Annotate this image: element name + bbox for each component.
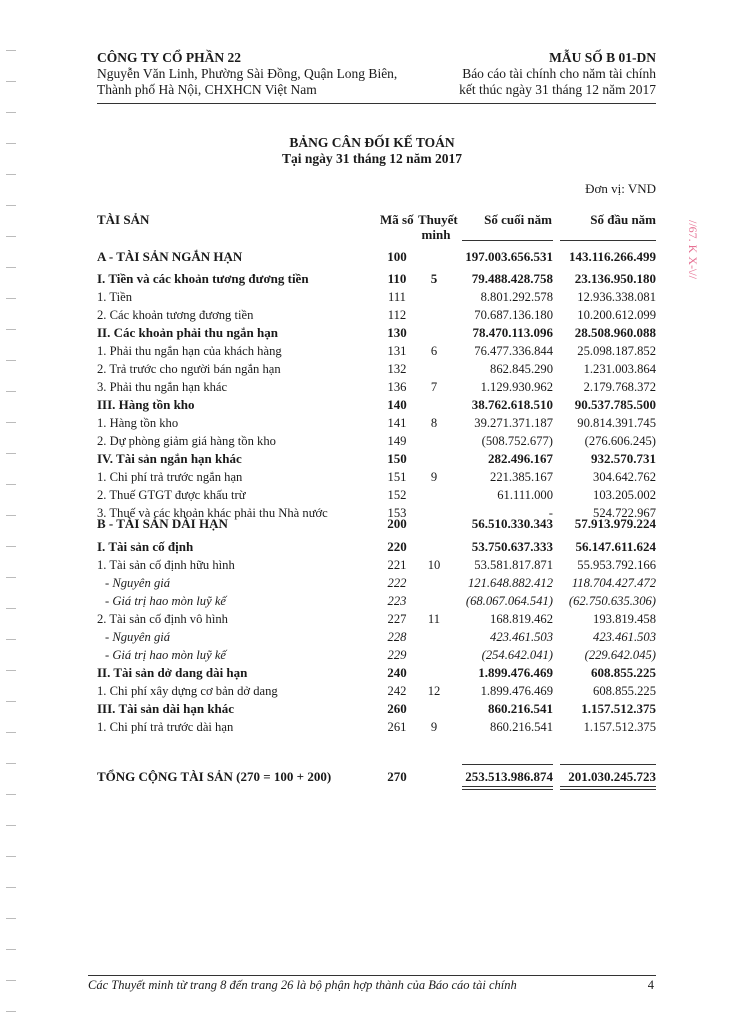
row-end-value: 56.510.330.343 xyxy=(471,516,553,531)
total-double-underline-end xyxy=(462,786,553,790)
row-label: III. Tài sản dài hạn khác xyxy=(97,701,235,716)
scan-edge-marks xyxy=(6,20,16,1020)
col-header-end: Số cuối năm xyxy=(484,212,552,227)
row-end-value: 61.111.000 xyxy=(497,488,553,502)
row-code: 141 xyxy=(387,416,407,430)
row-begin-value: 193.819.458 xyxy=(593,612,656,626)
row-end-value: 70.687.136.180 xyxy=(474,308,553,322)
table-row xyxy=(97,306,656,324)
row-end-value: - xyxy=(548,506,553,520)
row-label: I. Tài sản cố định xyxy=(97,539,194,554)
row-code: 149 xyxy=(387,434,407,448)
row-code: 200 xyxy=(387,516,407,531)
row-code: 227 xyxy=(387,612,407,626)
row-begin-value: 118.704.427.472 xyxy=(571,576,656,590)
table-row xyxy=(97,592,656,610)
row-begin-value: 25.098.187.852 xyxy=(577,344,656,358)
row-end-value: 78.470.113.096 xyxy=(472,325,553,340)
table-row xyxy=(97,515,656,533)
handwritten-annotation: //67. K X-\// xyxy=(686,220,700,279)
header-divider xyxy=(97,103,656,104)
title-date: Tại ngày 31 tháng 12 năm 2017 xyxy=(281,151,463,166)
row-begin-value: 304.642.762 xyxy=(593,470,656,484)
table-row xyxy=(97,432,656,450)
row-end-value: (68.067.064.541) xyxy=(465,594,553,608)
table-row xyxy=(97,556,656,574)
row-end-value: 282.496.167 xyxy=(488,451,553,466)
table-row xyxy=(97,718,656,736)
row-end-value: 121.648.882.412 xyxy=(467,576,553,590)
row-label: 3. Thuế và các khoản khác phải thu Nhà nước xyxy=(97,506,328,520)
row-code: 261 xyxy=(387,720,407,734)
row-code: 132 xyxy=(387,362,407,376)
row-label: 1. Chi phí trả trước dài hạn xyxy=(97,720,234,734)
col-header-code: Mã số xyxy=(380,212,414,227)
row-end-value: 423.461.503 xyxy=(490,630,553,644)
row-note: 10 xyxy=(427,558,441,572)
row-code: 240 xyxy=(387,665,407,680)
row-begin-value: 1.157.512.375 xyxy=(583,720,656,734)
row-begin-value: (276.606.245) xyxy=(584,434,656,448)
company-address-1: Nguyễn Văn Linh, Phường Sài Đồng, Quận Long Biên, xyxy=(97,66,398,81)
row-begin-value: 143.116.266.499 xyxy=(568,249,656,264)
row-note: 6 xyxy=(430,344,438,358)
table-row xyxy=(97,288,656,306)
row-begin-value: 1.157.512.375 xyxy=(581,701,656,716)
col-header-begin: Số đầu năm xyxy=(590,212,656,227)
row-code: 229 xyxy=(387,648,407,662)
row-begin-value: 90.537.785.500 xyxy=(574,397,656,412)
row-end-value: (254.642.041) xyxy=(481,648,553,662)
row-end-value: 8.801.292.578 xyxy=(480,290,553,304)
table-row xyxy=(97,450,656,468)
col-header-note-line2: minh xyxy=(421,227,451,242)
title-main: BẢNG CÂN ĐỐI KẾ TOÁN xyxy=(289,135,455,150)
row-label: 2. Tài sản cố định vô hình xyxy=(97,612,228,626)
row-label: II. Các khoản phải thu ngắn hạn xyxy=(97,325,278,340)
row-begin-value: 10.200.612.099 xyxy=(577,308,656,322)
row-begin-value: 90.814.391.745 xyxy=(577,416,656,430)
row-code: 221 xyxy=(387,558,407,572)
row-begin-value: 56.147.611.624 xyxy=(575,539,656,554)
row-end-value: 1.129.930.962 xyxy=(480,380,553,394)
row-begin-value: 524.722.967 xyxy=(593,506,656,520)
row-begin-value: 1.231.003.864 xyxy=(583,362,656,376)
table-row xyxy=(97,414,656,432)
table-row xyxy=(97,610,656,628)
table-row xyxy=(97,396,656,414)
row-code: 152 xyxy=(387,488,407,502)
footer-note: Các Thuyết minh từ trang 8 đến trang 26 là bộ phận hợp thành của Báo cáo tài chính xyxy=(88,978,517,992)
table-row xyxy=(97,646,656,664)
row-begin-value: (62.750.635.306) xyxy=(568,594,656,608)
row-code: 112 xyxy=(387,308,407,322)
row-label: - Nguyên giá xyxy=(105,576,171,590)
row-begin-value: 423.461.503 xyxy=(593,630,656,644)
company-block xyxy=(97,50,397,98)
page-number: 4 xyxy=(647,978,654,992)
row-begin-value: 55.953.792.166 xyxy=(577,558,656,572)
row-end-value: 1.899.476.469 xyxy=(480,684,553,698)
table-row xyxy=(97,360,656,378)
document-title xyxy=(0,135,744,167)
row-begin-value: 23.136.950.180 xyxy=(574,271,656,286)
row-end-value: 860.216.541 xyxy=(488,701,553,716)
table-row xyxy=(97,664,656,682)
row-begin-value: 12.936.338.081 xyxy=(577,290,656,304)
row-label: - Giá trị hao mòn luỹ kế xyxy=(105,594,227,608)
row-begin-value: 201.030.245.723 xyxy=(568,769,656,784)
table-row xyxy=(97,682,656,700)
row-code: 110 xyxy=(387,271,407,286)
row-note: 12 xyxy=(427,684,441,698)
row-label: 1. Hàng tồn kho xyxy=(97,416,179,430)
row-end-value: 1.899.476.469 xyxy=(478,665,553,680)
row-code: 100 xyxy=(387,249,407,264)
row-code: 222 xyxy=(387,576,407,590)
row-code: 130 xyxy=(387,325,407,340)
row-code: 140 xyxy=(387,397,407,412)
col-header-note-line1: Thuyết xyxy=(418,212,458,227)
row-note: 9 xyxy=(430,720,438,734)
row-end-value: 53.581.817.871 xyxy=(474,558,553,572)
row-code: 242 xyxy=(387,684,407,698)
row-begin-value: (229.642.045) xyxy=(584,648,656,662)
row-begin-value: 103.205.002 xyxy=(593,488,656,502)
col-underline-begin xyxy=(560,240,656,241)
row-label: III. Hàng tồn kho xyxy=(97,397,195,412)
table-row xyxy=(97,628,656,646)
table-row xyxy=(97,324,656,342)
row-label: 2. Trả trước cho người bán ngắn hạn xyxy=(97,362,281,376)
row-code: 111 xyxy=(388,290,406,304)
form-block xyxy=(459,50,656,98)
row-end-value: (508.752.677) xyxy=(481,434,553,448)
col-header-note xyxy=(418,212,458,242)
row-label: 2. Thuế GTGT được khấu trừ xyxy=(97,488,246,502)
row-begin-value: 28.508.960.088 xyxy=(574,325,656,340)
report-period-1: Báo cáo tài chính cho năm tài chính xyxy=(462,66,656,81)
row-begin-value: 608.855.225 xyxy=(591,665,656,680)
row-end-value: 168.819.462 xyxy=(490,612,553,626)
row-label: 1. Tài sản cố định hữu hình xyxy=(97,558,235,572)
row-note: 11 xyxy=(427,612,441,626)
row-end-value: 860.216.541 xyxy=(490,720,553,734)
row-begin-value: 932.570.731 xyxy=(591,451,656,466)
row-code: 153 xyxy=(387,506,407,520)
row-label: IV. Tài sản ngắn hạn khác xyxy=(97,451,242,466)
row-code: 228 xyxy=(387,630,407,644)
row-code: 223 xyxy=(387,594,407,608)
row-end-value: 221.385.167 xyxy=(490,470,553,484)
report-period-2: kết thúc ngày 31 tháng 12 năm 2017 xyxy=(459,82,656,97)
row-note: 8 xyxy=(430,416,438,430)
table-row xyxy=(97,700,656,718)
row-note: 5 xyxy=(430,271,438,286)
row-end-value: 76.477.336.844 xyxy=(474,344,553,358)
row-end-value: 53.750.637.333 xyxy=(471,539,553,554)
total-double-underline-begin xyxy=(560,786,656,790)
row-label: A - TÀI SẢN NGẮN HẠN xyxy=(97,249,243,264)
row-label: 2. Dự phòng giảm giá hàng tồn kho xyxy=(97,434,276,448)
row-end-value: 253.513.986.874 xyxy=(465,769,553,784)
company-name: CÔNG TY CỔ PHẦN 22 xyxy=(97,50,242,65)
row-label: 1. Chi phí xây dựng cơ bản dở dang xyxy=(97,684,278,698)
row-code: 260 xyxy=(387,701,407,716)
col-header-asset: TÀI SẢN xyxy=(97,212,150,227)
total-overline-end xyxy=(462,764,553,765)
company-address-2: Thành phố Hà Nội, CHXHCN Việt Nam xyxy=(97,82,317,97)
row-code: 150 xyxy=(387,451,407,466)
row-label: 1. Chi phí trả trước ngắn hạn xyxy=(97,470,243,484)
row-end-value: 79.488.428.758 xyxy=(471,271,553,286)
col-underline-end xyxy=(462,240,553,241)
row-begin-value: 57.913.979.224 xyxy=(574,516,656,531)
row-end-value: 862.845.290 xyxy=(490,362,553,376)
row-label: 1. Tiền xyxy=(97,290,133,304)
row-label: 1. Phải thu ngắn hạn của khách hàng xyxy=(97,344,282,358)
row-label: 3. Phải thu ngắn hạn khác xyxy=(97,380,228,394)
table-row xyxy=(97,486,656,504)
table-row xyxy=(97,270,656,288)
row-note: 9 xyxy=(430,470,438,484)
row-code: 270 xyxy=(387,769,407,784)
row-label: 2. Các khoản tương đương tiền xyxy=(97,308,254,322)
currency-unit: Đơn vị: VND xyxy=(585,181,656,196)
table-row xyxy=(97,378,656,396)
row-note: 7 xyxy=(430,380,438,394)
table-row xyxy=(97,538,656,556)
row-code: 131 xyxy=(387,344,407,358)
table-row xyxy=(97,342,656,360)
form-number: MẪU SỐ B 01-DN xyxy=(549,50,656,65)
row-end-value: 39.271.371.187 xyxy=(474,416,553,430)
row-code: 220 xyxy=(387,539,407,554)
row-label: B - TÀI SẢN DÀI HẠN xyxy=(97,516,228,531)
row-label: II. Tài sản dở dang dài hạn xyxy=(97,665,248,680)
total-overline-begin xyxy=(560,764,656,765)
row-label: - Giá trị hao mòn luỹ kế xyxy=(105,648,227,662)
table-row xyxy=(97,768,656,786)
row-end-value: 197.003.656.531 xyxy=(465,249,553,264)
row-code: 151 xyxy=(387,470,407,484)
row-begin-value: 2.179.768.372 xyxy=(583,380,656,394)
row-end-value: 38.762.618.510 xyxy=(471,397,553,412)
table-row xyxy=(97,248,656,266)
row-begin-value: 608.855.225 xyxy=(593,684,656,698)
row-label: I. Tiền và các khoản tương đương tiền xyxy=(97,271,309,286)
table-row xyxy=(97,468,656,486)
row-label: - Nguyên giá xyxy=(105,630,171,644)
row-code: 136 xyxy=(387,380,407,394)
row-label: TỔNG CỘNG TÀI SẢN (270 = 100 + 200) xyxy=(97,769,332,784)
footer-divider xyxy=(88,975,656,976)
table-row xyxy=(97,574,656,592)
